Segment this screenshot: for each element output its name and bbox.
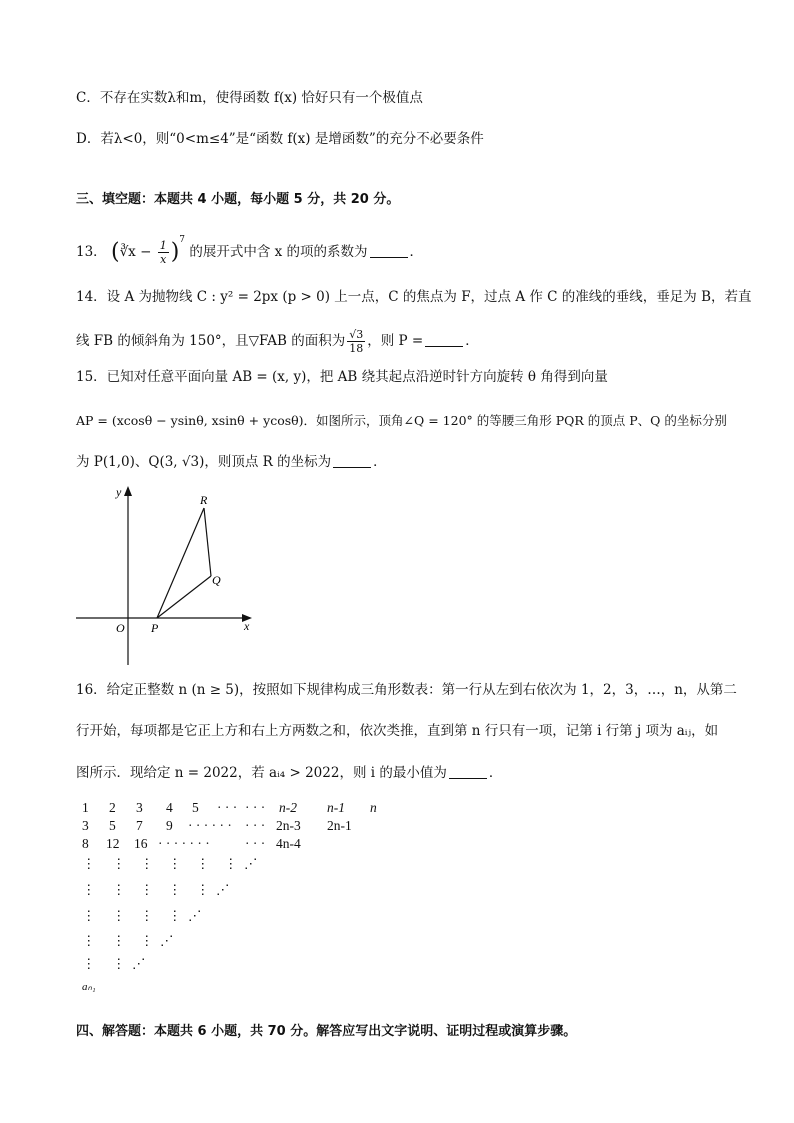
- table-cell: 1: [82, 800, 89, 815]
- section-4-heading: 四、解答题：本题共 6 小题，共 70 分。解答应写出文字说明、证明过程或演算步骤。: [76, 1024, 577, 1039]
- table-cell: · · ·: [217, 800, 238, 815]
- q13-exponent: 7: [179, 235, 186, 245]
- table-cell: · · ·: [245, 800, 266, 815]
- side-rq: [204, 508, 211, 576]
- question-13: 13． (∛x − $\frac{1}{x}$ )$^7$ 的展开式中含 x 的项的系数为 ．: [76, 235, 424, 266]
- question-16-line-2: 行开始，每项都是它正上方和右上方两数之和，依次类推，直到第 n 行只有一项，记第 i 行第 j 项为 aᵢⱼ，如: [76, 723, 719, 739]
- option-d: D．若λ<0，则“0<m≤4”是“函数 f(x) 是增函数”的充分不必要条件: [76, 131, 484, 147]
- y-axis-arrow: [124, 486, 132, 496]
- label-x: x: [244, 619, 250, 633]
- table-cell: 3: [82, 818, 89, 833]
- table-cell: 2: [109, 800, 116, 815]
- side-pr: [157, 508, 204, 618]
- table-cell: n-2: [279, 800, 297, 815]
- label-y: y: [116, 485, 122, 499]
- table-cell: 4: [166, 800, 173, 815]
- q16-answer-blank[interactable]: [449, 764, 487, 779]
- label-p: P: [151, 621, 159, 635]
- table-cell: · · · · · · ·: [158, 836, 210, 851]
- question-16-line-3: 图所示．现给定 n = 2022，若 aᵢ₄ > 2022，则 i 的最小值为 ．: [76, 765, 503, 781]
- q13-text: 的展开式中含 x 的项的系数为: [189, 244, 368, 260]
- q13-minus: −: [135, 244, 156, 260]
- table-cell: 3: [136, 800, 143, 815]
- question-15-line-1: 15．已知对任意平面向量 AB = (x, y)，把 AB 绕其起点沿逆时针方向旋转 θ 角得到向量: [76, 369, 608, 385]
- table-cell: 8: [82, 836, 89, 851]
- table-cell: n-1: [327, 800, 345, 815]
- q15-answer-blank[interactable]: [333, 453, 371, 468]
- table-cell: 2n-1: [327, 818, 352, 833]
- q13-fraction: $\frac{1}{x}$: [159, 239, 167, 266]
- table-cell: 7: [136, 818, 143, 833]
- table-cell: 16: [134, 836, 148, 851]
- option-c: C．不存在实数λ和m，使得函数 f(x) 恰好只有一个极值点: [76, 90, 423, 106]
- q14-answer-blank[interactable]: [425, 332, 463, 347]
- q13-root: ∛x: [119, 244, 136, 260]
- question-16-line-1: 16．给定正整数 n (n ≥ 5)，按照如下规律构成三角形数表：第一行从左到右依次为 1，2，3，…，n，从第二: [76, 682, 737, 698]
- table-cell: 9: [166, 818, 173, 833]
- triangle-figure: [72, 480, 262, 670]
- q14-fraction: $\frac{√3}{18}$: [349, 328, 364, 355]
- table-cell: 4n-4: [276, 836, 301, 851]
- label-r: R: [200, 493, 208, 507]
- table-cell: n: [370, 800, 377, 815]
- table-cell: · · · · · ·: [188, 818, 232, 833]
- q13-answer-blank[interactable]: [370, 243, 408, 258]
- table-cell: 5: [192, 800, 199, 815]
- label-q: Q: [212, 573, 221, 587]
- table-cell: 5: [109, 818, 116, 833]
- q13-number: 13．: [76, 244, 107, 260]
- table-cell: 12: [106, 836, 120, 851]
- question-15-line-3: 为 P(1,0)、Q(3, √3)，则顶点 R 的坐标为 ．: [76, 454, 387, 470]
- section-3-heading: 三、填空题：本题共 4 小题，每小题 5 分，共 20 分。: [76, 192, 400, 207]
- table-cell: 2n-3: [276, 818, 301, 833]
- question-14-line-2: 线 FB 的倾斜角为 150°，且▽FAB 的面积为 $\frac{√3}{18}$ ，则 P = ．: [76, 328, 479, 355]
- side-pq: [157, 576, 211, 618]
- label-origin: O: [116, 621, 125, 635]
- table-cell: · · ·: [245, 818, 266, 833]
- table-cell: · · ·: [245, 836, 266, 851]
- question-14-line-1: 14．设 A 为抛物线 C : y² = 2px (p > 0) 上一点，C 的焦点为 F，过点 A 作 C 的准线的垂线，垂足为 B，若直: [76, 289, 752, 305]
- question-15-line-2: AP = (xcosθ − ysinθ, xsinθ + ycosθ)．如图所示，顶角∠Q = 120° 的等腰三角形 PQR 的顶点 P、Q 的坐标分别: [76, 413, 727, 428]
